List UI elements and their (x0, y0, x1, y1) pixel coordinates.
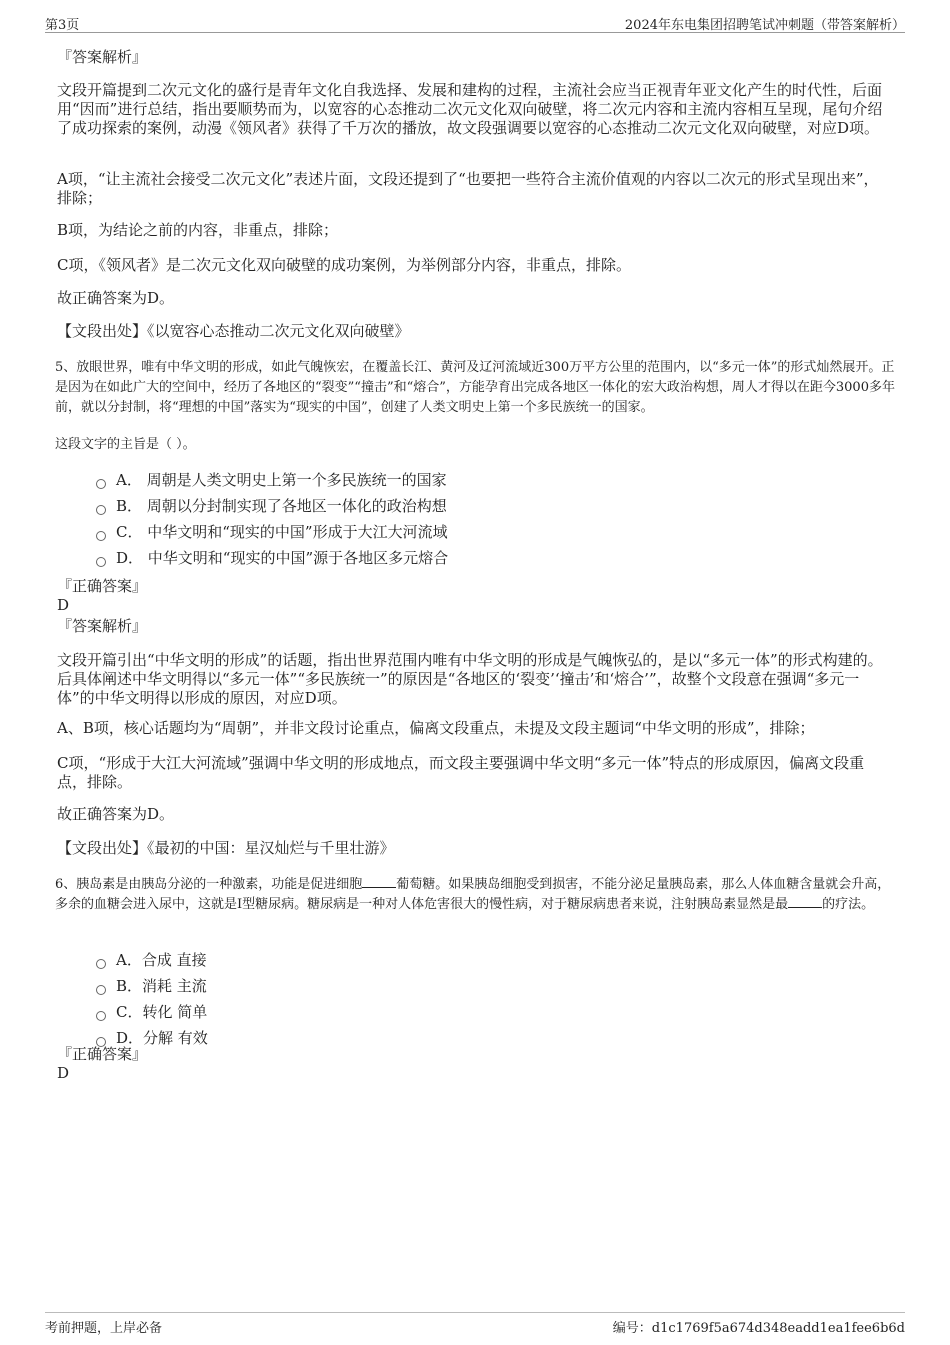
q5-option-d[interactable] (96, 548, 448, 568)
q6-answer-label: 『正确答案』 (57, 1045, 148, 1063)
radio-icon[interactable] (96, 985, 106, 995)
radio-icon[interactable] (96, 959, 106, 969)
q4-source: 【文段出处】《以宽容心态推动二次元文化双向破壁》 (57, 322, 410, 340)
q6-stem (55, 875, 900, 915)
q4-option-c-explanation: C项，《领风者》是二次元文化双向破壁的成功案例，为举例部分内容，非重点，排除。 (57, 256, 631, 274)
q5-conclusion: 故正确答案为D。 (57, 805, 175, 823)
q5-answer: D (57, 596, 70, 614)
document-code: 编号：d1c1769f5a674d348eadd1ea1fee6b6d (612, 1321, 905, 1336)
q4-analysis-label: 『答案解析』 (57, 48, 148, 66)
q5-answer-label: 『正确答案』 (57, 577, 148, 595)
fill-blank (788, 895, 822, 908)
document-title: 2024年东电集团招聘笔试冲刺题（带答案解析） (624, 18, 905, 33)
radio-icon[interactable] (96, 505, 106, 515)
q4-option-a-explanation: A项，“让主流社会接受二次元文化”表述片面，文段还提到了“也要把一些符合主流价值观的内容以二次元的形式呈现出来”，排除； (57, 170, 879, 207)
q6-stem-part-1: 6、胰岛素是由胰岛分泌的一种激素，功能是促进细胞 (55, 877, 363, 892)
q6-stem-part-2: 葡萄糖。如果胰岛细胞受到损害，不能分泌足量胰岛素，那么人体血糖含量就会升高，多余的血糖会进入尿中，这就是Ⅰ型糖尿病。糖尿病是一种对人体危害很大的慢性病，对于糖尿病患者来说，注射胰岛素显然是最 (55, 877, 891, 912)
q6-option-a[interactable] (96, 950, 207, 970)
q5-analysis-label: 『答案解析』 (57, 617, 148, 635)
q6-option-b[interactable] (96, 976, 207, 996)
radio-icon[interactable] (96, 1011, 106, 1021)
q4-conclusion: 故正确答案为D。 (57, 289, 175, 307)
q6-option-c-text: C．转化 简单 (116, 1003, 208, 1021)
q5-option-a[interactable] (96, 470, 447, 490)
radio-icon[interactable] (96, 531, 106, 541)
q5-option-a-text: A． 周朝是人类文明史上第一个多民族统一的国家 (116, 471, 447, 489)
fill-blank (362, 875, 396, 888)
q6-option-c[interactable] (96, 1002, 207, 1022)
q4-option-b-explanation: B项，为结论之前的内容，非重点，排除； (57, 221, 339, 239)
q5-option-c-explanation: C项，“形成于大江大河流域”强调中华文明的形成地点，而文段主要强调中华文明“多元一体”特点的形成原因，偏离文段重点，排除。 (57, 754, 865, 791)
q6-option-d-text: D．分解 有效 (116, 1029, 208, 1047)
q5-option-c-text: C． 中华文明和“现实的中国”形成于大江大河流域 (116, 523, 448, 541)
q6-answer: D (57, 1064, 70, 1082)
radio-icon[interactable] (96, 479, 106, 489)
q6-option-b-text: B．消耗 主流 (116, 977, 207, 995)
q6-option-a-text: A．合成 直接 (116, 951, 207, 969)
page-footer (45, 1312, 905, 1335)
footer-slogan: 考前押题，上岸必备 (45, 1321, 163, 1336)
q5-option-c[interactable] (96, 522, 448, 542)
q4-analysis-text: 文段开篇提到二次元文化的盛行是青年文化自我选择、发展和建构的过程，主流社会应当正视青年亚文化产生的时代性，后面用“因而”进行总结，指出要顺势而为，以宽容的心态推动二次元文化双向破壁，将二次元内容和主流内容相互呈现，尾句介绍了成功探索的案例，动漫《领风者》获得了千万次的播放，故文段强调要以宽容的心态推动二次元文化双向破壁，对应D项。 (57, 81, 883, 137)
q5-option-d-text: D． 中华文明和“现实的中国”源于各地区多元熔合 (116, 549, 449, 567)
q5-source: 【文段出处】《最初的中国：星汉灿烂与千里壮游》 (57, 839, 395, 857)
q5-option-ab-explanation: A、B项，核心话题均为“周朝”，并非文段讨论重点，偏离文段重点，未提及文段主题词“中华文明的形成”，排除； (57, 719, 815, 737)
page-number: 第3页 (45, 18, 80, 33)
q6-stem-part-3: 的疗法。 (822, 897, 875, 912)
q5-option-b[interactable] (96, 496, 447, 516)
q5-question: 这段文字的主旨是（ ）。 (55, 437, 196, 452)
q5-analysis-text: 文段开篇引出“中华文明的形成”的话题，指出世界范围内唯有中华文明的形成是气魄恢弘的，是以“多元一体”的形式构建的。后具体阐述中华文明得以“多元一体”“多民族统一”的原因是“各地区的‘裂变’‘撞击’和‘熔合’”，故整个文段意在强调“多元一体”的中华文明得以形成的原因，对应D项。 (57, 651, 883, 707)
q5-stem: 5、放眼世界，唯有中华文明的形成，如此气魄恢宏，在覆盖长江、黄河及辽河流域近300万平方公里的范围内，以“多元一体”的形式灿然展开。正是因为在如此广大的空间中，经历了各地区的“裂变”“撞击”和“熔合”，方能孕育出完成各地区一体化的宏大政治构想，周人才得以在距今3000多年前，就以分封制，将“理想的中国”落实为“现实的中国”，创建了人类文明史上第一个多民族统一的国家。 (55, 360, 895, 415)
page-header (45, 14, 905, 33)
q5-option-b-text: B． 周朝以分封制实现了各地区一体化的政治构想 (116, 497, 447, 515)
radio-icon[interactable] (96, 557, 106, 567)
